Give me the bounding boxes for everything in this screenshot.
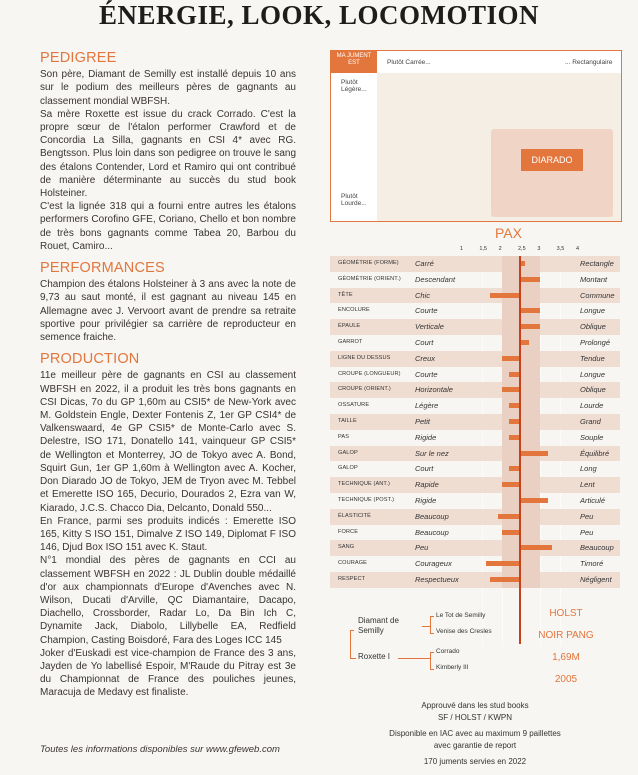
pedigree-paragraph: Sa mère Roxette est issue du crack Corrado. C'est la propre sœur de l'étalon performer Crawford et de Concordia La Silla, gagnants en CSI 4* avec RG. Bengtsson. Plus loin dans son pedigree on trouve le sang des étalons Contender, Lord et Ramiro qui ont contribué de manière déterminante au succès du stud book Holsteiner. [40,108,296,200]
pax-row [330,382,620,398]
mares-line: 170 juments servies en 2022 [423,757,527,766]
pax-row-label: ENCOLURE [338,307,370,314]
dam-sire: Corrado [436,648,460,655]
pax-left-value: Verticale [415,322,444,332]
pax-row-label: ÉLASTICITÉ [338,512,372,519]
matrix-top-left: Plutôt Carrée... [387,59,431,66]
pax-row-label: GARROT [338,338,363,345]
pax-scale-label: 3,5 [556,246,565,252]
matrix-corner-label: MA JUMENT EST [331,51,377,73]
pax-row [330,509,620,525]
pax-scale-label: 1,5 [479,246,487,252]
pax-row-label: PAS [338,433,350,440]
pax-left-value: Rigide [415,495,437,505]
pax-right-value: Équilibré [580,448,610,458]
morphology-matrix [330,50,622,222]
pax-scale-label: 4 [576,246,580,252]
matrix-zone [491,129,613,217]
stallion-marker: DIARADO [521,149,583,171]
pax-bar [521,545,552,550]
page-title: ÉNERGIE, LOOK, LOCOMOTION [98,0,540,30]
sire-sire: Le Tot de Semilly [436,612,486,619]
dam-dam: Kimberly III [436,664,469,671]
pax-left-value: Peu [415,543,429,553]
guarantee-line: avec garantie de report [433,741,517,750]
pax-right-value: Tendue [580,353,605,363]
pax-row-label: LIGNE DU DESSUS [338,354,391,361]
stud-book: HOLST [549,608,583,619]
dam-name: Roxette I [358,652,391,661]
sire-dam: Venise des Cresles [436,628,492,635]
pax-right-value: Timoré [580,559,604,569]
pax-right-value: Grand [580,416,601,426]
pax-row-label: GÉOMÉTRIE (ORIENT.) [338,275,401,282]
pax-right-value: Prolongé [580,337,611,347]
studbooks-line: SF / HOLST / KWPN [437,713,513,722]
left-column [40,52,296,700]
pax-left-value: Court [415,464,434,474]
pax-row-label: FORCE [338,528,359,535]
pax-scale-label: 2,5 [518,246,526,252]
pax-left-value: Petit [415,416,431,426]
production-paragraph: N°1 mondial des pères de gagnants en CCI au classement WBFSH en 2022 : JL Dublin double médaillé d'or aux championnats d'Europe d'Avenches avec N. Wilson, Ducati d'Arville, QC Diamantaire, Dacapo, Diachello, Crossborder, Radar Lo, Da Bin Ich C, Dynamite Jack, Diabolo, Lillybelle EA, Redfield Champion, Casting Boisdoré, Fara des Loges ICC 145 [40,555,296,646]
pax-right-value: Lourde [580,401,604,411]
pax-left-value: Rigide [415,432,437,442]
production-paragraph: Joker d'Euskadi est vice-champion de France des 3 ans, Jayden de Yo labellisé Espoir, M'Raude du Pitray est 3e du Championnat de France des pouliches jeunes, Maracuja de Medavy est finaliste. [40,647,296,699]
pax-row [330,288,620,304]
pax-row [330,272,620,288]
pedigree-paragraph: C'est la lignée 318 qui a fourni entre autres les étalons performers Corofino GFE, Coriano, Chello et bon nombre de très bons gagnants comme Tabea 20, Barbou du Rouet, Camiro... [40,201,296,252]
pax-row-label: CROUPE (ORIENT.) [338,386,391,393]
matrix-left-top: Plutôt Légère... [341,79,367,93]
pax-title: PAX [495,225,522,241]
pax-right-value: Lent [580,480,595,490]
height: 1,69M [552,652,580,663]
pax-row-label: GÉOMÉTRIE (FORME) [338,260,399,266]
availability-line: Disponible en IAC avec au maximum 9 paillettes [389,729,561,738]
pax-scale-label: 1 [460,246,464,252]
pax-right-value: Longue [580,369,606,379]
approval-line: Approuvé dans les stud books [421,701,529,710]
pax-bar [486,561,521,566]
pax-bar [521,308,540,313]
pax-scale-label: 2 [498,246,502,252]
pax-row-label: ÉPAULE [338,323,361,330]
pax-row [330,319,620,335]
footer-note: Toutes les informations disponibles sur www.gfeweb.com [40,744,280,755]
pax-row [330,525,620,541]
performances-heading: PERFORMANCES [40,260,165,277]
pax-row-label: GALOP [338,465,358,472]
pax-right-value: Peu [580,511,594,521]
pax-row [330,256,620,272]
pax-left-value: Courageux [415,559,452,569]
pax-rows [330,256,620,588]
coat-color: NOIR PANG [538,630,594,641]
pax-row [330,335,620,351]
pax-row-label: TÊTE [338,291,353,298]
pax-left-value: Court [415,337,434,347]
pax-row [330,446,620,462]
pax-row [330,556,620,572]
pax-left-value: Descendant [415,274,456,284]
pax-right-value: Rectangle [580,259,614,268]
pax-row-label: TECHNIQUE (POST.) [338,496,395,503]
pax-row [330,303,620,319]
pax-row [330,477,620,493]
pax-bar [521,324,540,329]
production-heading: PRODUCTION [40,351,140,368]
matrix-top-right: ... Rectangulaire [565,59,613,66]
sire-name: Diamant de Semilly [358,616,399,635]
pax-right-value: Peu [580,527,594,537]
pedigree-heading: PEDIGREE [40,50,117,66]
pax-row [330,351,620,367]
pax-left-value: Rapide [415,480,439,490]
pax-row [330,461,620,477]
pax-row [330,398,620,414]
pax-scale-label: 3 [537,246,541,252]
pax-bar [521,261,525,266]
pax-left-value: Chic [415,290,431,300]
pax-row-label: SANG [338,544,355,551]
pax-bar [498,514,521,519]
pax-right-value: Montant [580,274,608,284]
pax-left-value: Sur le nez [415,448,449,458]
pax-row [330,367,620,383]
pax-right-value: Oblique [580,322,606,332]
performances-paragraph: Champion des étalons Holsteiner à 3 ans avec la note de 9,73 au saut monté, il est gagnant au niveau 145 en Allemagne avec J. Vervoort avant de prendre sa retraite sportive pour privilégier sa carrière de reproducteur en semence fraiche. [40,279,296,344]
pax-right-value: Commune [580,290,615,300]
pax-left-value: Beaucoup [415,511,449,521]
pax-right-value: Oblique [580,385,606,395]
pax-row-label: RESPECT [338,575,366,582]
pax-row-label: OSSATURE [338,402,370,409]
pax-right-value: Souple [580,432,604,442]
pax-row [330,540,620,556]
pax-bar [521,340,529,345]
pax-row-label: TAILLE [338,417,357,424]
pedigree-paragraph: Son père, Diamant de Semilly est installé depuis 10 ans sur le podium des meilleurs pères de gagnants au classement mondial WBFSH. [40,69,296,107]
pax-bar [521,277,540,282]
pax-row-label: TECHNIQUE (ANT.) [338,481,390,488]
pax-left-value: Horizontale [415,385,453,395]
pax-row-label: COURAGE [338,560,367,567]
pax-bar [490,577,521,582]
pax-row [330,414,620,430]
pax-left-value: Beaucoup [415,527,449,537]
pax-row-label: CROUPE (LONGUEUR) [338,370,401,377]
pax-row [330,430,620,446]
pax-row [330,493,620,509]
production-paragraph: 11e meilleur père de gagnants en CSI au classement WBFSH en 2022, il a produit les très bons gagnants en CSI Dicas, 7o du GP 1,60m au CSI5* de New-York avec M. Goldstein Engle, Dexter Fontenis Z, 1er GP CSI4* de Valkenswaard, 4e GP CSI5* de Monte-Carlo avec S. Delestre, ISO 171, Donatello 141, vainqueur GP CSI5* de Wellington et Monterrey, JO de Tokyo avec A. Bond, Squirt Gun, 1er GP 1,60m à Wellington avec A. Kocher, Don Diarado JO de Tokyo, JEM de Tryon avec M. Tebbel et Emerette ISO 165, Decurio, Dourados 2, Ezra van W, Kiarado, J.C.S. Chacco Dia, Delcanto, Donald 550... [40,370,296,514]
pax-right-value: Longue [580,306,606,316]
pax-left-value: Respectueux [415,574,459,584]
pax-left-value: Courte [415,306,438,316]
production-paragraph: En France, parmi ses produits indicés : Emerette ISO 165, Kitty S ISO 151, Dimalve Z ISO 149, Diplomat F ISO 146, Djud Box ISO 151 avec K. Staut. [40,515,296,554]
matrix-left-bottom: Plutôt Lourde... [341,193,367,207]
pax-center-axis [519,256,521,644]
pax-right-value: Négligent [580,574,612,584]
pax-row [330,572,620,588]
pax-right-value: Articulé [580,495,606,505]
pax-left-value: Courte [415,369,438,379]
pax-row-label: GALOP [338,449,358,456]
pax-left-value: Légère [415,401,439,411]
birth-year: 2005 [554,674,578,685]
pax-bar [521,451,548,456]
pax-right-value: Beaucoup [580,543,614,553]
pax-bar [490,293,521,298]
pax-left-value: Carré [415,259,434,268]
pax-left-value: Creux [415,353,436,363]
pax-bar [521,498,548,503]
pax-right-value: Long [580,464,597,474]
